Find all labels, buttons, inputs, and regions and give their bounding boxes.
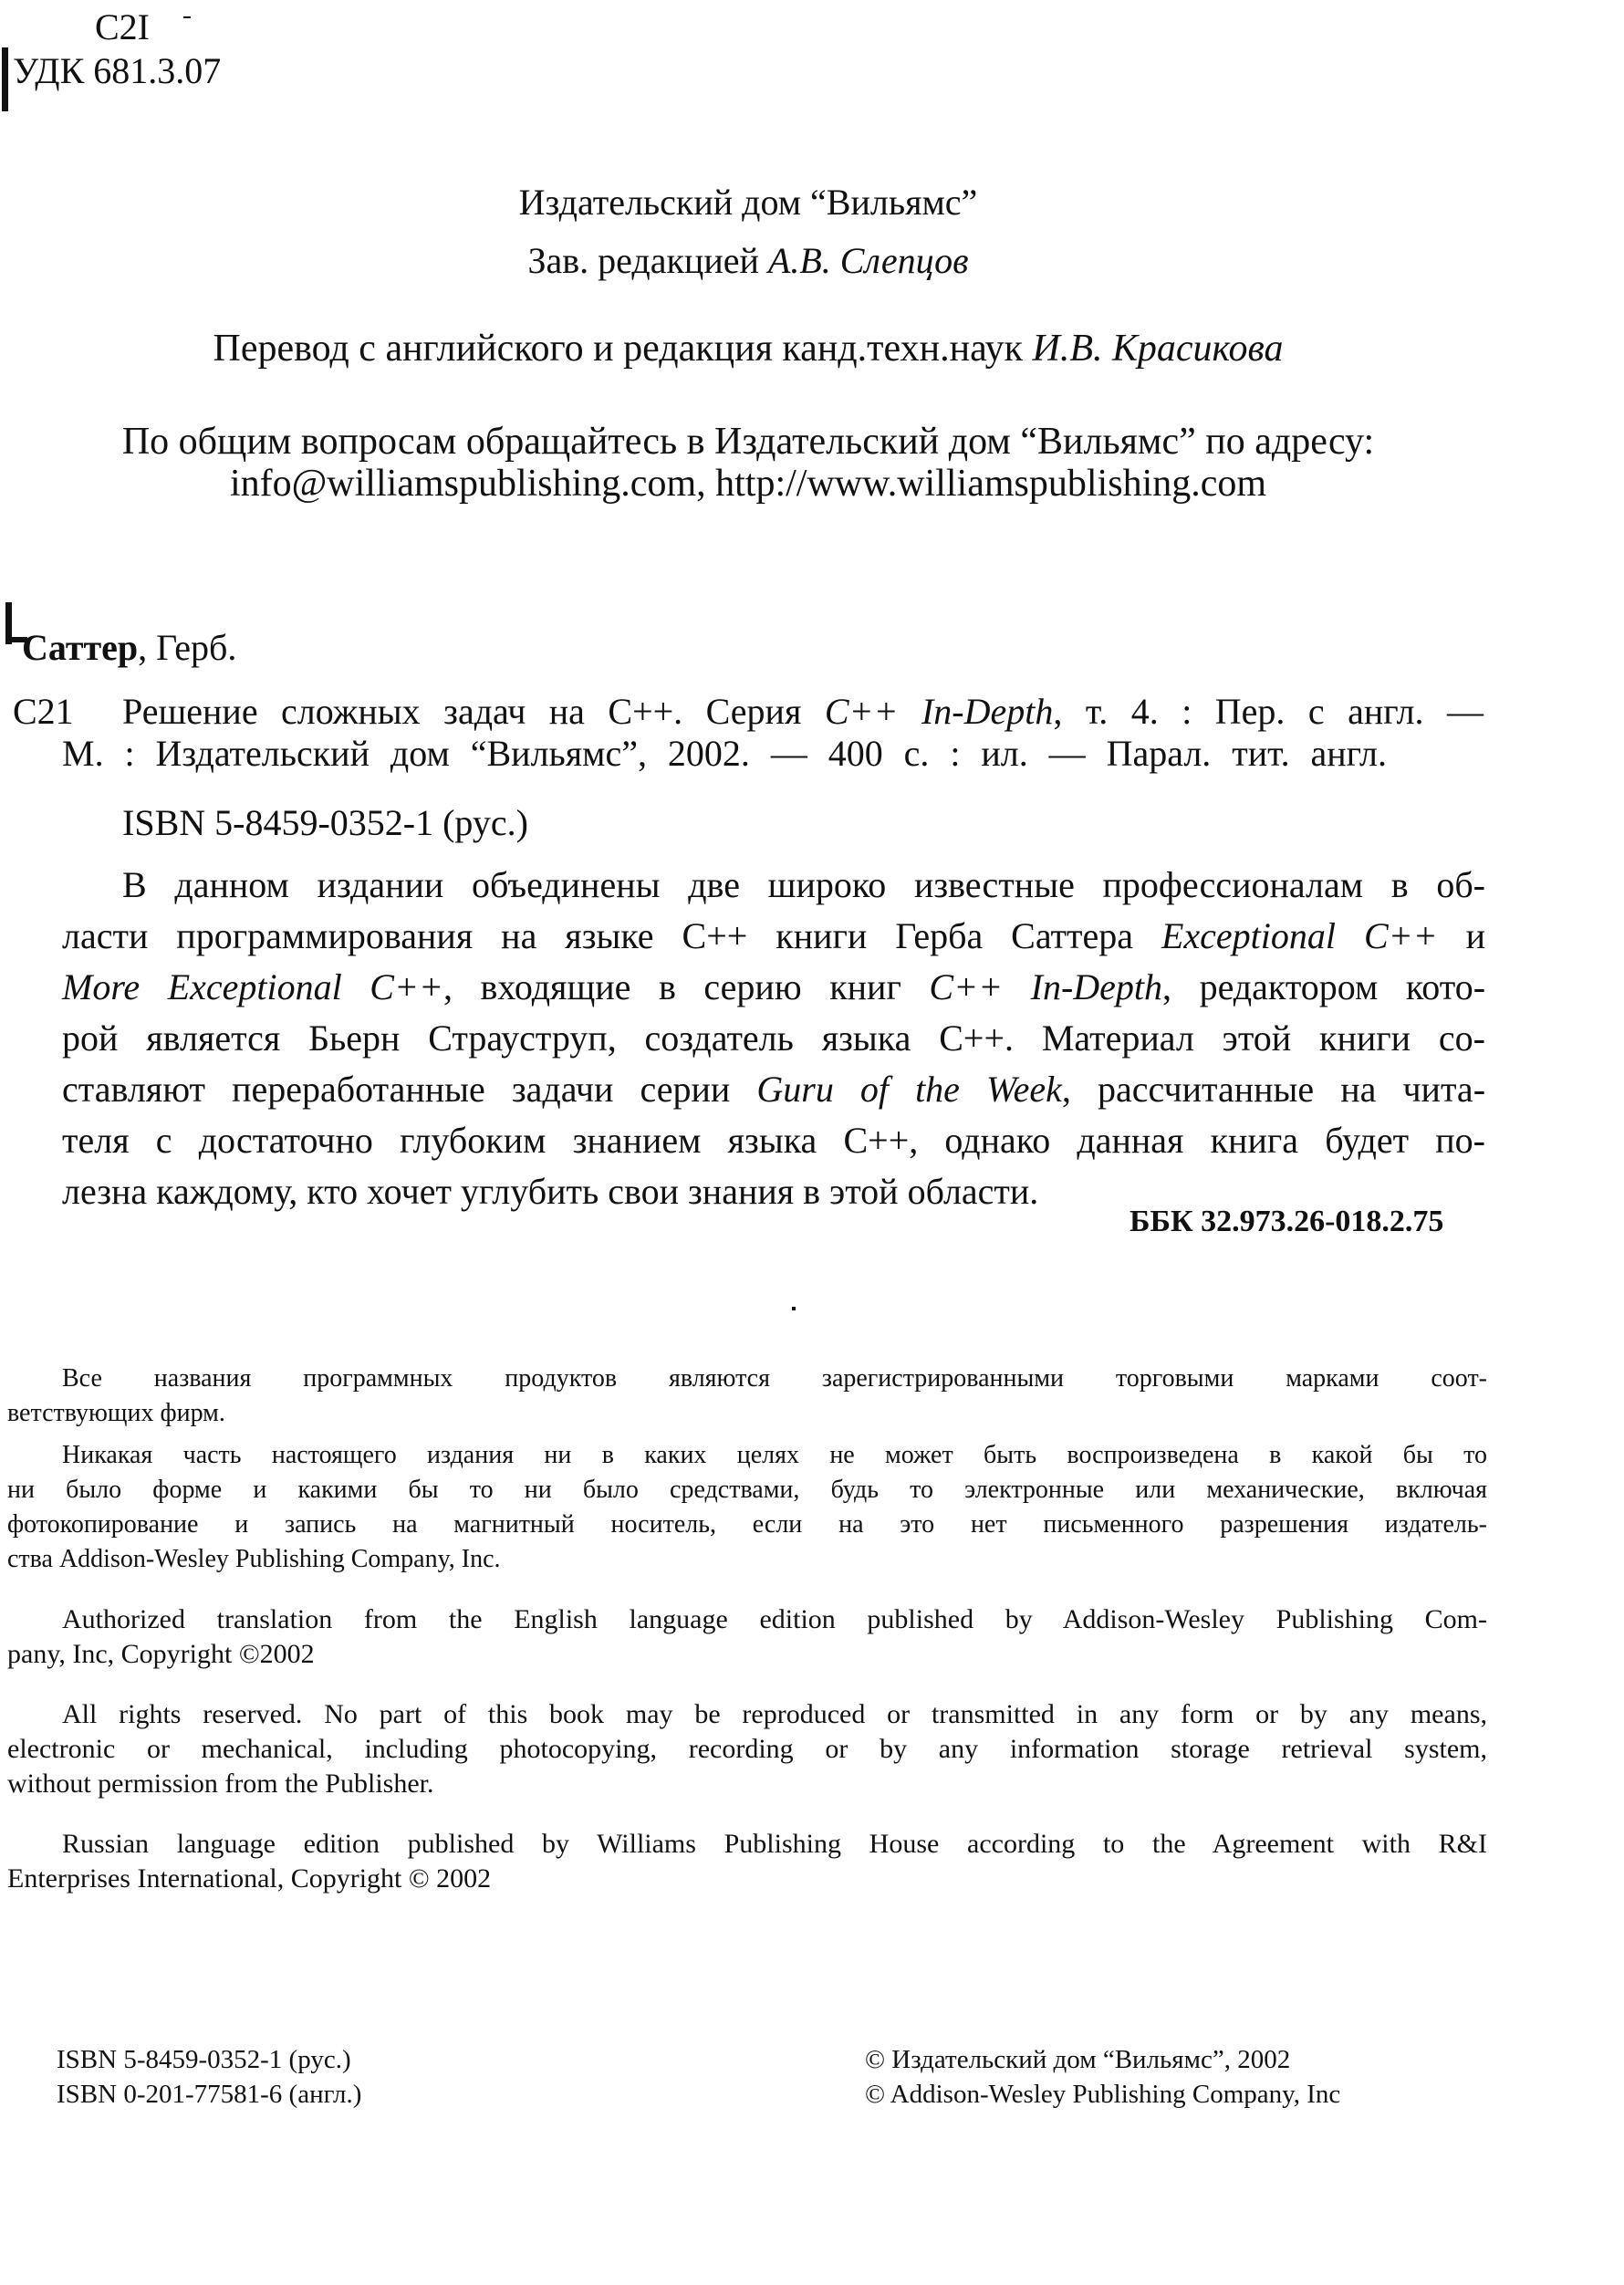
legal-line: without permission from the Publisher. <box>7 1769 434 1799</box>
contact-line-1: По общим вопросам обращайтесь в Издательский дом “Вильямс” по адресу: <box>121 421 1375 463</box>
contact-line-2: info@williamspublishing.com, http://www.williamspublishing.com <box>229 463 1267 505</box>
abstract-line <box>62 1115 1485 1166</box>
editor-name: А.В. Слепцов <box>767 240 969 281</box>
legal-line: All rights reserved. No part of this book may be reproduced or transmitted in any form or by any means, <box>62 1699 1487 1729</box>
udk-code: УДК 681.3.07 <box>13 50 222 91</box>
abstract-line <box>62 860 1485 911</box>
card-index: С21 <box>13 691 74 732</box>
footer-copyright-ru: © Издательский дом “Вильямс”, 2002 <box>865 2045 1291 2074</box>
abstract-italic-run: Guru of the Week <box>756 1069 1062 1110</box>
abstract-run: и <box>1437 915 1485 956</box>
abstract-run: рой является Бьерн Страуструп, создатель языка С++. Материал этой книги со- <box>62 1017 1485 1059</box>
translation-line <box>0 327 1496 370</box>
legal-line: ства Addison-Wesley Publishing Company, Inc. <box>7 1545 501 1573</box>
abstract-line <box>62 962 1485 1013</box>
legal-paragraph-5 <box>7 1827 1487 1896</box>
editor-label: Зав. редакцией <box>527 240 759 281</box>
translator-name: И.В. Красикова <box>1032 328 1284 370</box>
translation-label: Перевод с английского и редакция канд.техн.наук <box>213 328 1023 370</box>
author-surname: Саттер <box>22 627 139 668</box>
legal-line: ветствующих фирм. <box>7 1399 225 1427</box>
footer-isbn-en: ISBN 0-201-77581-6 (англ.) <box>57 2080 362 2109</box>
abstract-line <box>62 911 1485 962</box>
legal-line: pany, Inc, Copyright ©2002 <box>7 1639 315 1669</box>
abstract-run: , рассчитанные на чита- <box>1061 1069 1486 1110</box>
scan-dot <box>792 1307 796 1310</box>
legal-line: фотокопирование и запись на магнитный носитель, если на это нет письменного разрешения издатель- <box>7 1510 1487 1539</box>
abstract-line <box>62 1064 1485 1115</box>
footer-isbn-ru: ISBN 5-8459-0352-1 (рус.) <box>57 2045 351 2074</box>
abstract-italic-run: More Exceptional C++ <box>62 966 443 1007</box>
legal-paragraph-4 <box>7 1697 1487 1801</box>
title-text: Решение сложных задач на С++. Серия <box>122 691 802 732</box>
abstract-italic-run: C++ In-Depth <box>929 966 1163 1007</box>
footer-copyright-en: © Addison-Wesley Publishing Company, Inc <box>865 2080 1341 2109</box>
card-title-line-2 <box>62 732 1387 775</box>
author-heading <box>22 626 236 669</box>
card-title-line-1 <box>122 690 1483 733</box>
abstract-text <box>62 860 1485 1217</box>
legal-line: ни было форме и какими бы то ни было средствами, будь то электронные или механические, включая <box>7 1476 1487 1504</box>
abstract-run: В данном издании объединены две широко известные профессионалам в об- <box>122 864 1485 905</box>
abstract-line <box>62 1013 1485 1064</box>
legal-paragraph-1 <box>7 1362 1487 1431</box>
legal-line: Все названия программных продуктов являются зарегистрированными торговыми марками соот- <box>62 1364 1487 1393</box>
legal-line: Authorized translation from the English language edition published by Addison-Wesley Publishing Com- <box>62 1604 1487 1634</box>
editor-line <box>0 239 1496 282</box>
publisher-house: Издательский дом “Вильямс” <box>518 182 978 223</box>
abstract-run: ставляют переработанные задачи серии <box>62 1069 757 1110</box>
card-isbn: ISBN 5-8459-0352-1 (рус.) <box>122 802 528 843</box>
legal-paragraph-2 <box>7 1438 1487 1577</box>
abstract-run: лезна каждому, кто хочет углубить свои знания в этой области. <box>62 1171 1039 1212</box>
legal-line: Enterprises International, Copyright © 2002 <box>7 1863 492 1894</box>
abstract-run: теля с достаточно глубоким знанием языка С++, однако данная книга будет по- <box>62 1120 1485 1161</box>
abstract-run: , редактором кото- <box>1162 966 1486 1007</box>
series-name: C++ In-Depth <box>824 691 1054 732</box>
abstract-run: ласти программирования на языке С++ книги Герба Саттера <box>62 915 1161 956</box>
c21-code: C2I <box>95 6 150 47</box>
title-volume: , т. 4. : Пер. с англ. — <box>1053 691 1484 732</box>
author-given: , Герб. <box>138 627 237 668</box>
legal-line: electronic or mechanical, including photocopying, recording or by any information storage retrieval system, <box>7 1734 1487 1764</box>
legal-notices <box>7 1362 1487 1896</box>
scan-mark-top <box>2 47 8 111</box>
bbk-code: ББК 32.973.26-018.2.75 <box>1130 1205 1444 1238</box>
imprint-line: М. : Издательский дом “Вильямс”, 2002. — 400 с. : ил. — Парал. тит. англ. <box>62 733 1387 774</box>
abstract-italic-run: Exceptional C++ <box>1161 915 1438 956</box>
legal-paragraph-3 <box>7 1602 1487 1672</box>
legal-line: Никакая часть настоящего издания ни в каких целях не может быть воспроизведена в какой бы то <box>62 1441 1487 1469</box>
abstract-run: , входящие в серию книг <box>442 966 930 1007</box>
scan-dash <box>183 16 191 18</box>
legal-line: Russian language edition published by Williams Publishing House according to the Agreement with R&I <box>62 1829 1487 1859</box>
